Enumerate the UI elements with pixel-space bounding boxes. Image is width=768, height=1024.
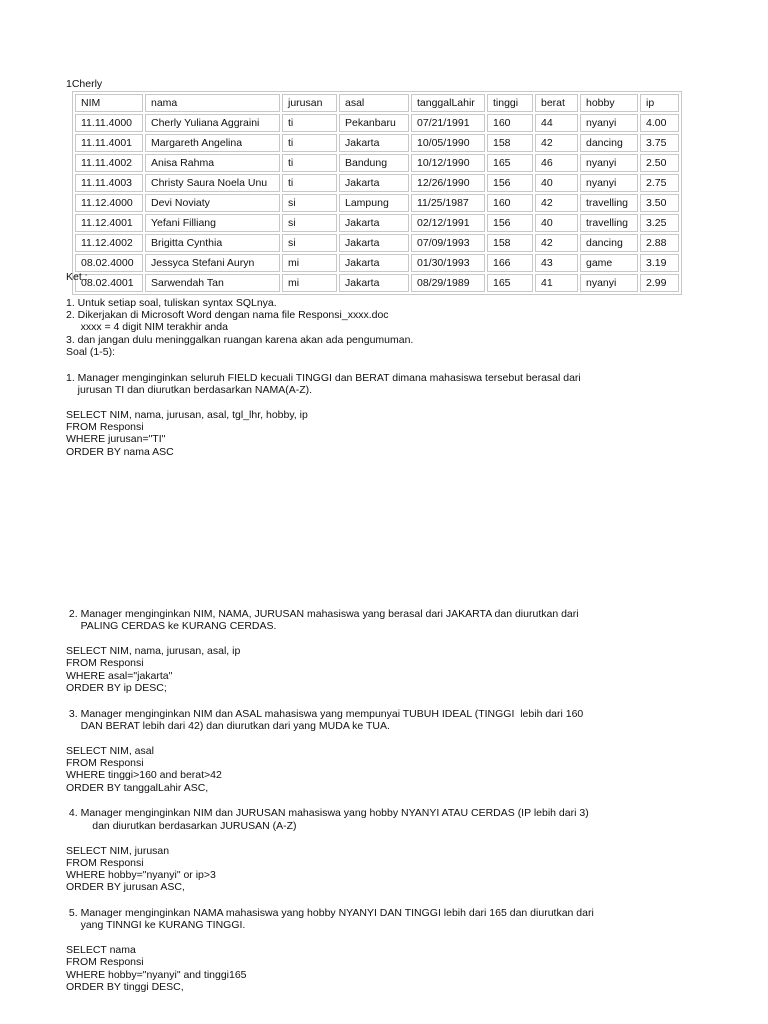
- table-cell: si: [282, 234, 337, 252]
- table-cell: nyanyi: [580, 174, 638, 192]
- table-cell: 158: [487, 234, 533, 252]
- table-row: [75, 214, 679, 232]
- table-cell: 10/05/1990: [411, 134, 485, 152]
- sql-line: FROM Responsi: [66, 757, 144, 769]
- table-cell: 42: [535, 194, 578, 212]
- question-text: 1. Manager menginginkan seluruh FIELD kecuali TINGGI dan BERAT dimana mahasiswa tersebut berasal dari: [66, 372, 581, 384]
- table-cell: 160: [487, 114, 533, 132]
- table-cell: travelling: [580, 194, 638, 212]
- sql-line: WHERE hobby="nyanyi" or ip>3: [66, 869, 216, 881]
- sql-line: WHERE jurusan="TI": [66, 433, 166, 445]
- note-item: 2. Dikerjakan di Microsoft Word dengan nama file Responsi_xxxx.doc: [66, 309, 389, 321]
- table-cell: Jakarta: [339, 274, 409, 292]
- table-cell: 08.02.4000: [75, 254, 143, 272]
- table-cell: 40: [535, 174, 578, 192]
- questions-heading: Soal (1-5):: [66, 346, 116, 358]
- table-cell: 07/09/1993: [411, 234, 485, 252]
- table-cell: 12/26/1990: [411, 174, 485, 192]
- table-cell: 158: [487, 134, 533, 152]
- table-cell: si: [282, 214, 337, 232]
- table-cell: 46: [535, 154, 578, 172]
- table-cell: 165: [487, 154, 533, 172]
- table-cell: Jakarta: [339, 214, 409, 232]
- table-cell: 41: [535, 274, 578, 292]
- table-cell: 11/25/1987: [411, 194, 485, 212]
- table-cell: ti: [282, 114, 337, 132]
- sql-line: ORDER BY ip DESC;: [66, 682, 167, 694]
- note-item: 3. dan jangan dulu meninggalkan ruangan karena akan ada pengumuman.: [66, 334, 414, 346]
- sql-line: WHERE hobby="nyanyi" and tinggi165: [66, 969, 247, 981]
- table-header-cell: jurusan: [282, 94, 337, 112]
- table-cell: Anisa Rahma: [145, 154, 280, 172]
- table-cell: 11.11.4003: [75, 174, 143, 192]
- table-cell: Yefani Filliang: [145, 214, 280, 232]
- table-cell: 3.50: [640, 194, 679, 212]
- table-cell: ti: [282, 174, 337, 192]
- table-cell: 01/30/1993: [411, 254, 485, 272]
- sql-line: SELECT NIM, nama, jurusan, asal, tgl_lhr, hobby, ip: [66, 409, 308, 421]
- sql-line: WHERE asal="jakarta": [66, 670, 173, 682]
- sql-line: SELECT NIM, nama, jurusan, asal, ip: [66, 645, 241, 657]
- table-cell: 2.50: [640, 154, 679, 172]
- table-cell: Jakarta: [339, 254, 409, 272]
- sql-line: FROM Responsi: [66, 956, 144, 968]
- table-row: [75, 274, 679, 292]
- table-cell: nyanyi: [580, 274, 638, 292]
- question-text: 2. Manager menginginkan NIM, NAMA, JURUSAN mahasiswa yang berasal dari JAKARTA dan diurutkan dari: [66, 608, 579, 620]
- sql-line: FROM Responsi: [66, 421, 144, 433]
- table-row: [75, 254, 679, 272]
- table-cell: 02/12/1991: [411, 214, 485, 232]
- table-cell: mi: [282, 274, 337, 292]
- sql-line: SELECT NIM, asal: [66, 745, 154, 757]
- table-header-cell: ip: [640, 94, 679, 112]
- table-row: [75, 154, 679, 172]
- table-cell: Christy Saura Noela Unu: [145, 174, 280, 192]
- note-item: 1. Untuk setiap soal, tuliskan syntax SQLnya.: [66, 297, 277, 309]
- question-text: yang TINNGI ke KURANG TINGGI.: [66, 919, 246, 931]
- table-cell: 165: [487, 274, 533, 292]
- table-cell: 08/29/1989: [411, 274, 485, 292]
- table-cell: 2.88: [640, 234, 679, 252]
- table-header-cell: tinggi: [487, 94, 533, 112]
- question-text: 3. Manager menginginkan NIM dan ASAL mahasiswa yang mempunyai TUBUH IDEAL (TINGGI lebih dari 160: [66, 708, 584, 720]
- table-cell: Cherly Yuliana Aggraini: [145, 114, 280, 132]
- table-cell: 42: [535, 134, 578, 152]
- student-table: [72, 91, 682, 295]
- table-header-cell: berat: [535, 94, 578, 112]
- sql-line: FROM Responsi: [66, 657, 144, 669]
- question-text: PALING CERDAS ke KURANG CERDAS.: [66, 620, 277, 632]
- table-cell: Lampung: [339, 194, 409, 212]
- table-cell: Jakarta: [339, 234, 409, 252]
- student-table-body: [75, 94, 679, 292]
- table-header-row: [75, 94, 679, 112]
- table-header-cell: asal: [339, 94, 409, 112]
- sql-line: FROM Responsi: [66, 857, 144, 869]
- table-cell: 156: [487, 174, 533, 192]
- table-row: [75, 114, 679, 132]
- table-cell: ti: [282, 154, 337, 172]
- table-header-cell: NIM: [75, 94, 143, 112]
- table-row: [75, 174, 679, 192]
- table-cell: Sarwendah Tan: [145, 274, 280, 292]
- table-cell: 3.19: [640, 254, 679, 272]
- table-cell: 42: [535, 234, 578, 252]
- table-cell: 08.02.4001: [75, 274, 143, 292]
- table-cell: 07/21/1991: [411, 114, 485, 132]
- table-header-cell: tanggalLahir: [411, 94, 485, 112]
- sql-line: ORDER BY jurusan ASC,: [66, 881, 185, 893]
- table-cell: Bandung: [339, 154, 409, 172]
- notes-heading: Ket :: [66, 271, 88, 283]
- table-row: [75, 194, 679, 212]
- question-text: jurusan TI dan diurutkan berdasarkan NAMA(A-Z).: [66, 384, 313, 396]
- table-cell: 11.12.4001: [75, 214, 143, 232]
- table-cell: 160: [487, 194, 533, 212]
- table-cell: Jessyca Stefani Auryn: [145, 254, 280, 272]
- question-text: 5. Manager menginginkan NAMA mahasiswa yang hobby NYANYI DAN TINGGI lebih dari 165 dan diurutkan dari: [66, 907, 594, 919]
- question-text: dan diurutkan berdasarkan JURUSAN (A-Z): [66, 820, 297, 832]
- sql-line: ORDER BY tinggi DESC,: [66, 981, 184, 993]
- table-cell: 11.11.4002: [75, 154, 143, 172]
- sql-line: WHERE tinggi>160 and berat>42: [66, 769, 222, 781]
- table-header-cell: hobby: [580, 94, 638, 112]
- table-cell: 11.11.4001: [75, 134, 143, 152]
- table-cell: 2.99: [640, 274, 679, 292]
- sql-line: SELECT nama: [66, 944, 136, 956]
- table-cell: 43: [535, 254, 578, 272]
- table-cell: 4.00: [640, 114, 679, 132]
- table-row: [75, 134, 679, 152]
- table-cell: 166: [487, 254, 533, 272]
- sql-line: SELECT NIM, jurusan: [66, 845, 170, 857]
- table-cell: travelling: [580, 214, 638, 232]
- table-cell: 156: [487, 214, 533, 232]
- table-cell: dancing: [580, 234, 638, 252]
- table-cell: 3.25: [640, 214, 679, 232]
- note-item: xxxx = 4 digit NIM terakhir anda: [66, 321, 228, 333]
- table-cell: 11.12.4002: [75, 234, 143, 252]
- table-cell: game: [580, 254, 638, 272]
- table-cell: 11.11.4000: [75, 114, 143, 132]
- table-cell: Pekanbaru: [339, 114, 409, 132]
- table-cell: 3.75: [640, 134, 679, 152]
- sql-line: ORDER BY tanggalLahir ASC,: [66, 782, 209, 794]
- table-cell: 11.12.4000: [75, 194, 143, 212]
- table-cell: nyanyi: [580, 114, 638, 132]
- table-cell: ti: [282, 134, 337, 152]
- table-cell: 2.75: [640, 174, 679, 192]
- table-cell: 10/12/1990: [411, 154, 485, 172]
- question-text: DAN BERAT lebih dari 42) dan diurutkan dari yang MUDA ke TUA.: [66, 720, 390, 732]
- table-cell: Jakarta: [339, 134, 409, 152]
- table-cell: Devi Noviaty: [145, 194, 280, 212]
- table-cell: 40: [535, 214, 578, 232]
- table-cell: nyanyi: [580, 154, 638, 172]
- table-cell: si: [282, 194, 337, 212]
- table-cell: Brigitta Cynthia: [145, 234, 280, 252]
- table-cell: 44: [535, 114, 578, 132]
- sql-line: ORDER BY nama ASC: [66, 446, 174, 458]
- table-cell: Jakarta: [339, 174, 409, 192]
- table-row: [75, 234, 679, 252]
- table-cell: mi: [282, 254, 337, 272]
- question-text: 4. Manager menginginkan NIM dan JURUSAN mahasiswa yang hobby NYANYI ATAU CERDAS (IP lebih dari 3): [66, 807, 589, 819]
- table-cell: dancing: [580, 134, 638, 152]
- table-header-cell: nama: [145, 94, 280, 112]
- table-cell: Margareth Angelina: [145, 134, 280, 152]
- document-title: 1Cherly: [66, 78, 103, 90]
